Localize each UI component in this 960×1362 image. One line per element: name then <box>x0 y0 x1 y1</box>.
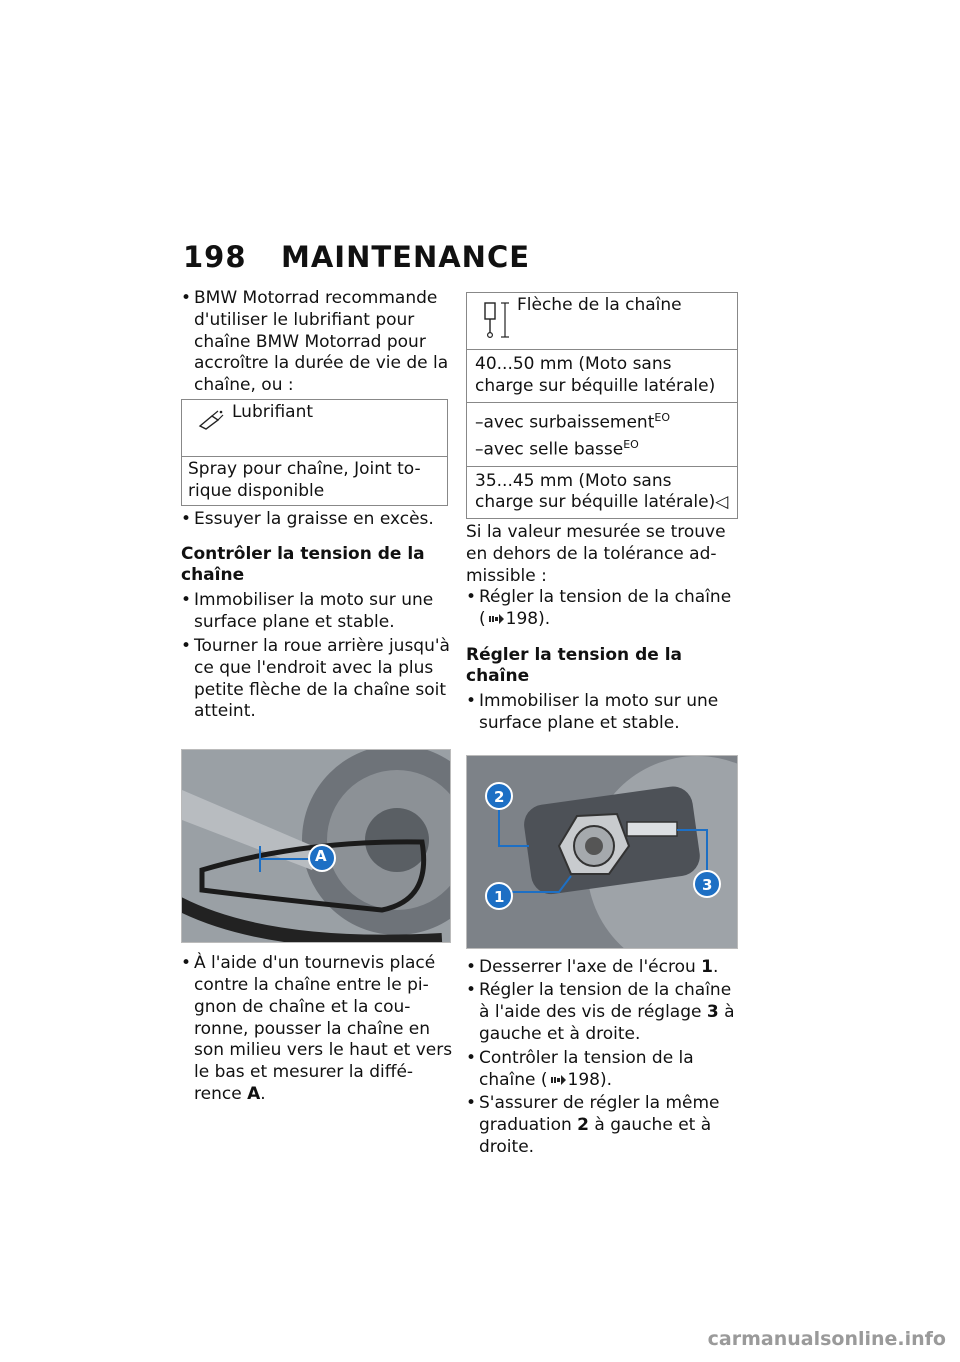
figure-callout-3: 3 <box>702 875 713 894</box>
spec-header <box>467 293 737 349</box>
list-item: • Essuyer la graisse en excès. <box>181 509 453 531</box>
page-reference-icon <box>550 1075 566 1085</box>
lubricant-box <box>181 399 448 506</box>
list-item: • Régler la tension de la chaîne à l'aide des vis de réglage 3 à gauche et à droite. <box>466 980 738 1045</box>
adjuster-figure <box>466 755 738 949</box>
page-ref[interactable]: 198 <box>505 609 539 630</box>
section-heading: Régler la tension de la chaîne <box>466 645 682 687</box>
figure-callout-a: A <box>315 847 327 866</box>
page-header <box>183 240 530 274</box>
spec-value-2: 35...45 mm (Moto sans charge sur béquille latérale)◁ <box>467 466 737 519</box>
lubricant-value: Spray pour chaîne, Joint to-rique disponible <box>182 456 447 505</box>
list-item: • S'assurer de régler la même graduation 2 à gauche et à droite. <box>466 1093 738 1158</box>
list-item: • BMW Motorrad recommande d'utiliser le lubrifiant pour chaîne BMW Motorrad pour accroître la durée de vie de la chaîne, ou : <box>181 288 453 397</box>
spec-conditions: –avec surbaissement$^{EO}$ –avec selle basse$^{EO}$ <box>467 402 737 466</box>
right-column <box>466 292 738 1161</box>
list-item: • À l'aide d'un tournevis placé contre la chaîne entre le pi-gnon de chaîne et la cou-ronne, pousser la chaîne en son milieu vers le haut et vers le bas et mesurer la diffé-rence A. <box>181 953 453 1106</box>
page-number: 198 <box>183 240 247 274</box>
watermark: carmanualsonline.info <box>707 1328 946 1350</box>
spec-label: Flèche de la chaîne <box>517 295 682 315</box>
chain-figure <box>181 749 451 943</box>
list-item: • Tourner la roue arrière jusqu'à ce que l'endroit avec la plus petite flèche de la chaîne soit atteint. <box>181 636 453 723</box>
ref-letter: A <box>247 1083 261 1104</box>
page-title: MAINTENANCE <box>281 240 531 274</box>
chain-slack-spec <box>466 292 738 519</box>
paragraph: Si la valeur mesurée se trouve en dehors de la tolérance ad-missible : <box>466 522 726 586</box>
page-ref[interactable]: 198 <box>567 1069 600 1090</box>
list-item: • Immobiliser la moto sur une surface plane et stable. <box>181 590 453 634</box>
adjuster-illustration <box>467 756 737 948</box>
end-mark: ◁ <box>715 492 729 513</box>
measurement-icon <box>481 299 513 339</box>
lubricant-label: Lubrifiant <box>232 401 314 422</box>
left-column <box>181 288 453 1108</box>
list-item: • Régler la tension de la chaîne ( 198). <box>466 587 738 631</box>
list-item: • Desserrer l'axe de l'écrou 1. <box>466 957 738 979</box>
figure-callout-2: 2 <box>494 787 505 806</box>
list-item: • Contrôler la tension de la chaîne ( 198). <box>466 1048 738 1092</box>
lubricant-box-header <box>182 400 447 456</box>
page-reference-icon <box>488 614 504 624</box>
lubricant-icon <box>196 408 226 430</box>
figure-callout-1: 1 <box>494 887 505 906</box>
list-item: • Immobiliser la moto sur une surface plane et stable. <box>466 691 738 735</box>
spec-value-1: 40...50 mm (Moto sans charge sur béquille latérale) <box>467 349 737 402</box>
section-heading: Contrôler la tension de la chaîne <box>181 544 425 586</box>
